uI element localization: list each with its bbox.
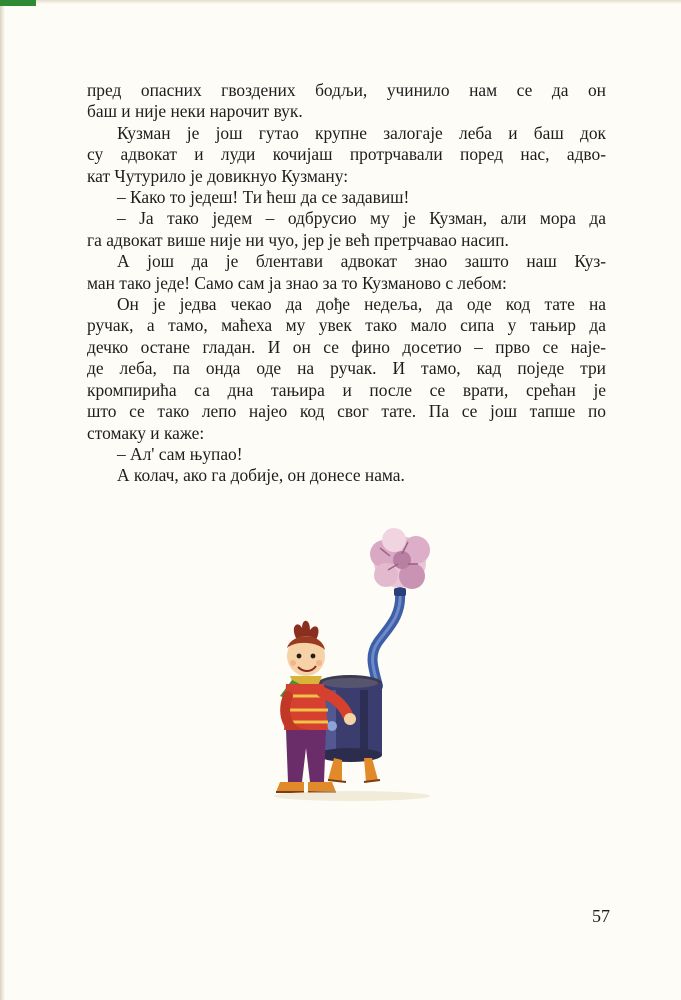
text-line: кат Чутурило је довикнуо Кузману: [87,165,349,186]
text-line: стомаку и каже: [87,422,205,443]
text-line: су адвокат и луди кочијаш протрчавали поред нас, адво- [87,144,606,165]
text-line: дечко остане гладан. И он се фино досетио – прво се наје- [87,336,606,357]
text-line: баш и није неки нарочит вук. [87,101,303,122]
page-edge-top [0,0,681,4]
page-number: 57 [592,906,610,926]
page-edge-shadow [0,0,5,1000]
text-line: ман тако једе! Само сам ја знао за то Кузманово с лебом: [87,272,507,293]
text-line: ручак, а тамо, маћеха му увек тако мало сипа у тањир да [87,315,606,336]
text-line: – Како то једеш! Ти ћеш да се задавиш! [117,187,410,208]
corner-green-mark [0,0,36,6]
boy-figure [276,621,356,792]
text-line: Кузман је још гутао крупне залогаје леба и баш док [117,122,606,143]
text-line: А колач, ако га добије, он донесе нама. [117,465,405,486]
text-line: кромпирића са дна тањира и после се врати, срећан је [87,379,606,400]
text-line: де леба, па онда оде на ручак. И тамо, кад поједе три [87,358,606,379]
text-line: А још да је блентави адвокат знао зашто наш Куз- [117,251,606,272]
text-line: што се тако лепо најео код свог тате. Па се још тапше по [87,401,606,422]
boy-with-stove-illustration [262,520,452,810]
text-line: га адвокат више није ни чуо, јер је већ претрчавао насип. [87,229,509,250]
text-line: – Ја тако једем – одбрусио му је Кузман, али мора да [117,208,606,229]
text-line: пред опасних гвоздених бодљи, учинило нам се да он [87,80,606,100]
smoke-puff [370,528,430,589]
story-text [87,80,606,487]
stove-pipe [373,592,401,686]
text-line: Он је једва чекао да дође недеља, да оде код тате на [117,294,606,315]
text-line: – Ал' сам њупао! [117,443,243,464]
